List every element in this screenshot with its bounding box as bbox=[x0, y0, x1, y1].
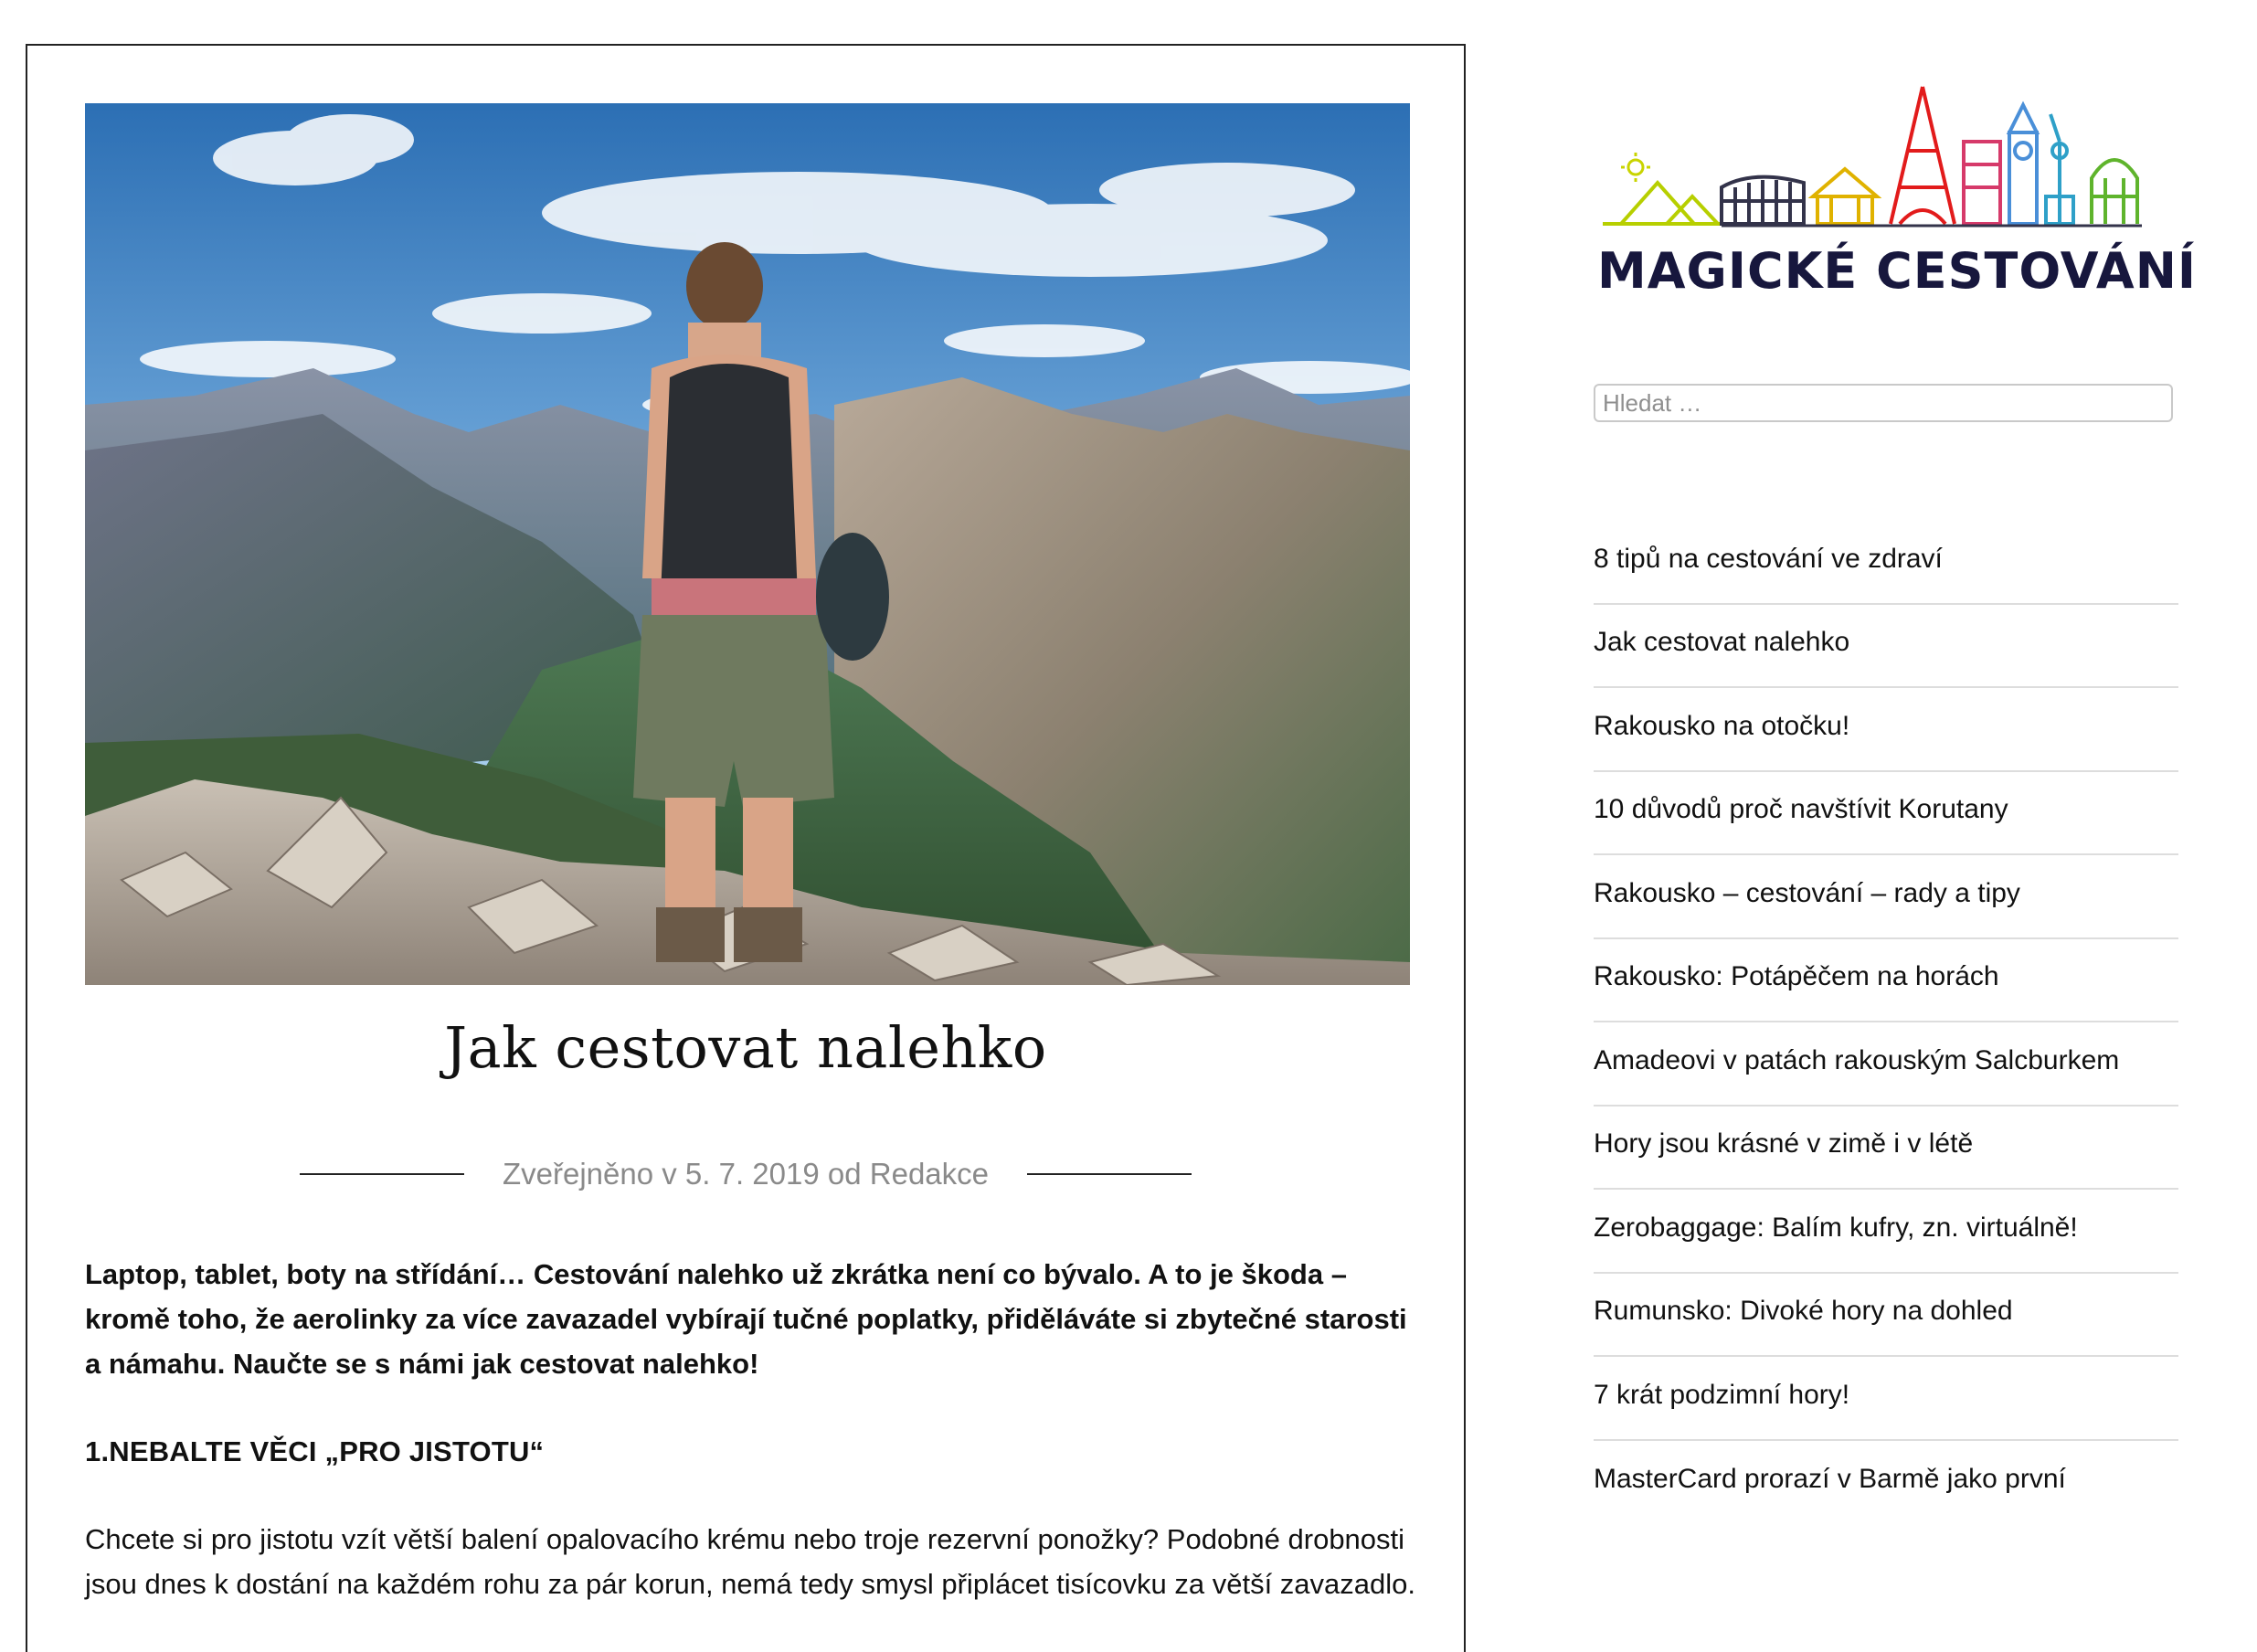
list-item bbox=[1594, 772, 2178, 856]
list-item bbox=[1594, 939, 2178, 1023]
list-item bbox=[1594, 1441, 2178, 1525]
hero-image bbox=[85, 103, 1410, 985]
search-input[interactable] bbox=[1594, 384, 2173, 422]
list-item bbox=[1594, 855, 2178, 939]
lead-paragraph: Laptop, tablet, boty na střídání… Cestování nalehko už zkrátka není co bývalo. A to je škoda – kromě toho, že aerolinky za více zavazadel vybírají tučné poplatky, přiděláváte si zbytečné starosti a námahu. Naučte se s námi jak cestovat nalehko! bbox=[85, 1258, 1407, 1380]
meta-divider-left bbox=[300, 1173, 464, 1175]
list-item bbox=[1594, 688, 2178, 772]
recent-post-link[interactable]: 10 důvodů proč navštívit Korutany bbox=[1594, 794, 2008, 825]
list-item bbox=[1594, 1190, 2178, 1274]
post-content bbox=[85, 1252, 1419, 1649]
recent-post-link[interactable]: MasterCard prorazí v Barmě jako první bbox=[1594, 1464, 2066, 1495]
list-item bbox=[1594, 1107, 2178, 1191]
list-item bbox=[1594, 1022, 2178, 1107]
recent-post-link[interactable]: Rumunsko: Divoké hory na dohled bbox=[1594, 1296, 2013, 1327]
body-paragraph: Chcete si pro jistotu vzít větší balení opalovacího krému nebo troje rezervní ponožky? Podobné drobnosti jsou dnes k dostání na každém rohu za pár korun, nemá tedy smysl připlácet tisícovku za větší zavazadlo. bbox=[85, 1523, 1416, 1600]
recent-post-link[interactable]: Zerobaggage: Balím kufry, zn. virtuálně! bbox=[1594, 1212, 2078, 1243]
meta-divider-right bbox=[1027, 1173, 1192, 1175]
post-author[interactable]: Redakce bbox=[869, 1157, 990, 1191]
recent-post-link[interactable]: Jak cestovat nalehko bbox=[1594, 627, 1850, 658]
post-meta bbox=[27, 1151, 1464, 1197]
section-heading: 1.NEBALTE VĚCI „PRO JISTOTU“ bbox=[85, 1435, 545, 1467]
recent-posts-list bbox=[1594, 521, 2178, 1524]
recent-post-link[interactable]: Rakousko: Potápěčem na horách bbox=[1594, 961, 1999, 992]
hiker-mountain-photo bbox=[85, 103, 1410, 985]
list-item bbox=[1594, 1357, 2178, 1441]
recent-post-link[interactable]: Rakousko na otočku! bbox=[1594, 710, 1850, 741]
post-date[interactable]: 5. 7. 2019 bbox=[684, 1157, 820, 1191]
list-item bbox=[1594, 521, 2178, 605]
recent-post-link[interactable]: Hory jsou krásné v zimě i v létě bbox=[1594, 1128, 1974, 1160]
post-title: Jak cestovat nalehko bbox=[444, 1014, 1047, 1081]
published-prefix: Zveřejněno v bbox=[502, 1157, 677, 1191]
landmarks-logo-icon bbox=[1594, 78, 2178, 233]
meta-text bbox=[503, 1157, 989, 1191]
recent-post-link[interactable]: 8 tipů na cestování ve zdraví bbox=[1594, 543, 1943, 574]
list-item bbox=[1594, 605, 2178, 689]
site-logo[interactable] bbox=[1594, 78, 2198, 306]
article-card bbox=[26, 44, 1466, 1652]
recent-post-link[interactable]: Amadeovi v patách rakouským Salcburkem bbox=[1594, 1044, 2120, 1075]
recent-post-link[interactable]: 7 krát podzimní hory! bbox=[1594, 1379, 1850, 1410]
recent-post-link[interactable]: Rakousko – cestování – rady a tipy bbox=[1594, 877, 2020, 908]
list-item bbox=[1594, 1274, 2178, 1358]
author-prefix: od bbox=[827, 1157, 862, 1191]
logo-text: MAGICKÉ CESTOVÁNÍ bbox=[1597, 242, 2198, 300]
